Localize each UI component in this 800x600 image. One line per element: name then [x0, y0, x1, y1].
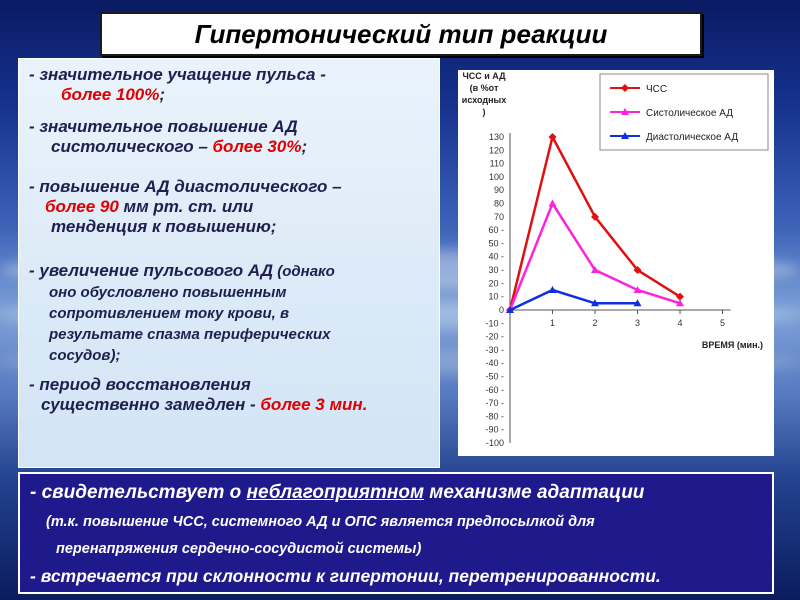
y-tick-label: 70 — [493, 211, 504, 222]
item-highlight: более 90 — [45, 197, 119, 216]
legend-label: ЧСС — [646, 84, 668, 95]
legend-label: Диастолическое АД — [646, 132, 739, 143]
item-text: существенно замедлен - — [41, 395, 256, 414]
conclusion-underlined: неблагоприятном — [246, 482, 425, 503]
y-tick-label: -80 - — [485, 411, 504, 422]
conclusion-text: - свидетельствует о — [30, 482, 247, 503]
y-tick-label: 40 - — [488, 251, 504, 262]
y-tick-label: -90 - — [485, 424, 504, 435]
item-highlight: более 30% — [212, 137, 302, 156]
y-tick-label: -40 - — [485, 358, 504, 369]
item-text: - значительное повышение АД — [29, 117, 298, 136]
y-tick-label: -100 — [485, 438, 504, 448]
y-tick-label: 50 - — [488, 238, 504, 249]
x-tick-label: 1 — [549, 317, 556, 328]
left-text-panel — [18, 58, 440, 468]
y-tick-label: 130 — [488, 132, 504, 142]
x-tick-label: 4 — [677, 317, 683, 328]
y-tick-label: -50 - — [485, 371, 504, 382]
item-text: результате спазма периферических — [49, 326, 331, 343]
item-highlight: более 100% — [61, 85, 160, 104]
slide-title: Гипертонический тип реакции — [194, 18, 608, 49]
item-highlight: более 3 мин. — [260, 395, 368, 414]
item-text: ; — [301, 137, 308, 156]
y-tick-label: -20 - — [485, 331, 504, 342]
item-pulse — [29, 65, 326, 105]
reaction-line-chart — [448, 58, 800, 468]
x-tick-label: 2 — [592, 317, 598, 328]
y-tick-label: 120 — [488, 145, 504, 156]
chart-area — [448, 58, 800, 468]
y-tick-label: 20 - — [488, 278, 504, 289]
item-recovery — [29, 375, 367, 415]
y-tick-label: -60 - — [485, 384, 504, 395]
y-tick-label: 110 — [489, 158, 504, 169]
conclusion-line-2: (т.к. повышение ЧСС, системного АД и ОПС является предпосылкой для — [46, 514, 595, 530]
conclusion-line-4: - встречается при склонности к гипертонии, перетренированности. — [30, 566, 661, 586]
y-tick-label: 80 — [493, 198, 504, 209]
y-tick-label: -10 - — [485, 318, 504, 329]
item-text: сопротивлением току крови, в — [49, 305, 289, 322]
item-text: - повышение АД диастолического – — [29, 177, 342, 196]
y-tick-label: 90 — [493, 185, 504, 196]
item-text: систолического – — [51, 137, 208, 156]
item-diastolic — [29, 177, 342, 237]
item-text: мм рт. ст. или — [118, 197, 254, 216]
x-tick-label: 3 — [634, 317, 641, 328]
item-text: сосудов); — [49, 347, 121, 364]
item-pulse-pressure — [29, 261, 335, 366]
item-systolic — [29, 117, 307, 157]
y-tick-label: 30 - — [488, 265, 504, 276]
slide-title-box — [100, 12, 702, 56]
y-axis-label: ЧСС и АД (в %от исходных ) — [461, 71, 507, 117]
y-tick-label: 100 — [488, 171, 504, 182]
conclusion-line-1 — [30, 482, 644, 504]
item-text: - значительное учащение пульса - — [29, 65, 326, 84]
y-tick-label: -30 - — [485, 344, 504, 355]
x-tick-label: 5 — [719, 317, 726, 328]
item-text: - увеличение пульсового АД — [29, 261, 274, 280]
item-text: оно обусловлено повышенным — [49, 284, 287, 301]
y-tick-label: 10 - — [488, 291, 504, 302]
y-tick-label: 60 - — [488, 225, 504, 236]
item-text: (однако — [273, 263, 335, 280]
conclusion-box — [18, 472, 774, 594]
legend-label: Систолическое АД — [646, 108, 733, 119]
x-axis-label: ВРЕМЯ (мин.) — [701, 339, 763, 350]
y-tick-label: 0 — [498, 304, 504, 315]
item-text: - период восстановления — [29, 375, 251, 394]
item-text: тенденция к повышению; — [51, 217, 277, 236]
conclusion-line-3: перенапряжения сердечно-сосудистой системы) — [56, 541, 422, 557]
item-text: ; — [159, 85, 166, 104]
conclusion-text: механизме адаптации — [424, 482, 645, 503]
y-tick-label: -70 - — [485, 398, 504, 409]
